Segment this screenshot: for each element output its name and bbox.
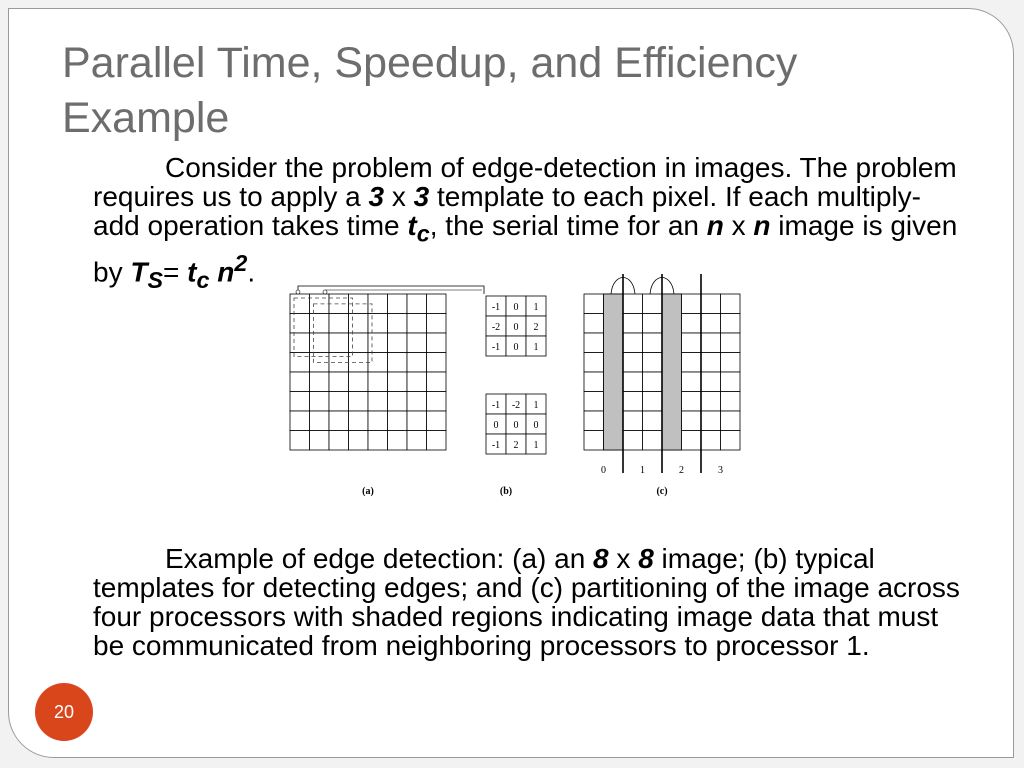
image-grid-cell [310, 431, 330, 451]
subscript-S: S [147, 266, 164, 293]
partition-grid-cell [721, 333, 741, 353]
partition-grid-cell [623, 353, 643, 373]
image-grid-cell [407, 372, 427, 392]
partition-grid-cell [682, 333, 702, 353]
partition-grid-cell [682, 314, 702, 334]
subscript-c: c [416, 220, 430, 247]
partition-grid-cell [584, 411, 604, 431]
partition-grid-cell [701, 372, 721, 392]
partition-grid-cell [682, 411, 702, 431]
image-grid-cell [427, 411, 447, 431]
partition-grid-cell [584, 431, 604, 451]
image-grid-cell [310, 314, 330, 334]
equals-sign: = [163, 255, 188, 287]
image-grid-cell [329, 431, 349, 451]
image-grid-cell [349, 411, 369, 431]
partition-grid-cell [701, 353, 721, 373]
image-grid-cell [407, 353, 427, 373]
shaded-column [662, 294, 682, 450]
image-grid-cell [427, 392, 447, 412]
template-2-value: 2 [513, 440, 519, 451]
template-1-value: 0 [513, 322, 519, 333]
panel-label: (c) [656, 486, 668, 497]
symbol-t: t [187, 255, 197, 287]
image-grid-cell [388, 372, 408, 392]
partition-label: 0 [601, 465, 606, 476]
image-grid-cell [349, 314, 369, 334]
image-grid-cell [407, 392, 427, 412]
image-grid-cell [427, 431, 447, 451]
partition-grid-cell [643, 431, 663, 451]
template-1-value: 2 [533, 322, 539, 333]
partition-grid-cell [721, 314, 741, 334]
partition-grid-cell [623, 431, 643, 451]
partition-grid-cell [584, 294, 604, 314]
partition-grid-cell [584, 392, 604, 412]
image-grid-cell [388, 294, 408, 314]
partition-grid-cell [643, 372, 663, 392]
image-grid-cell [407, 314, 427, 334]
times-sign: x [723, 210, 754, 241]
image-grid-cell [427, 353, 447, 373]
image-grid-cell [290, 353, 310, 373]
image-grid-cell [310, 411, 330, 431]
partition-grid-cell [623, 314, 643, 334]
partition-grid-cell [584, 314, 604, 334]
partition-grid-cell [584, 372, 604, 392]
template-1-value: 0 [513, 342, 519, 353]
period: . [247, 255, 256, 287]
template-1-value: -2 [491, 322, 501, 333]
image-grid-cell [427, 372, 447, 392]
image-grid-cell [349, 353, 369, 373]
image-grid-cell [427, 333, 447, 353]
template-2-value: -1 [491, 400, 501, 411]
partition-grid-cell [721, 411, 741, 431]
connector-marker [323, 290, 327, 294]
partition-grid-cell [623, 333, 643, 353]
partition-grid-cell [721, 431, 741, 451]
template-size: 3 [413, 181, 430, 212]
image-grid-cell [290, 431, 310, 451]
connector-line [325, 290, 482, 294]
template-2-value: 1 [533, 440, 539, 451]
template-1-value: 1 [533, 342, 539, 353]
subscript-c: c [196, 266, 210, 293]
image-grid-cell [388, 353, 408, 373]
image-grid-cell [388, 392, 408, 412]
image-grid-cell [290, 372, 310, 392]
panel-label: (a) [362, 486, 374, 497]
partition-grid-cell [721, 372, 741, 392]
template-size: 3 [368, 181, 385, 212]
intro-text: image is given by [93, 210, 958, 287]
symbol-T: T [130, 255, 148, 287]
image-size: 8 [593, 543, 609, 574]
template-1-value: -1 [491, 302, 501, 313]
partition-grid-cell [701, 333, 721, 353]
image-grid-cell [427, 314, 447, 334]
image-grid-cell [368, 353, 388, 373]
image-grid-cell [388, 333, 408, 353]
partition-grid-cell [682, 392, 702, 412]
image-grid-cell [388, 314, 408, 334]
template-1-value: 0 [513, 302, 519, 313]
image-grid-cell [349, 372, 369, 392]
partition-grid-cell [643, 411, 663, 431]
partition-grid-cell [701, 411, 721, 431]
partition-grid-cell [682, 372, 702, 392]
partition-grid-cell [584, 333, 604, 353]
image-grid-cell [310, 372, 330, 392]
partition-grid-cell [721, 392, 741, 412]
image-grid-cell [329, 314, 349, 334]
image-grid-cell [388, 411, 408, 431]
partition-grid-cell [682, 294, 702, 314]
image-grid-cell [290, 333, 310, 353]
times-sign: x [608, 543, 639, 574]
intro-text: , the serial time for an [429, 210, 707, 241]
image-grid-cell [329, 333, 349, 353]
image-grid-cell [407, 333, 427, 353]
partition-label: 2 [679, 465, 684, 476]
partition-grid-cell [682, 431, 702, 451]
image-grid-cell [407, 294, 427, 314]
partition-grid-cell [701, 314, 721, 334]
image-grid-cell [329, 392, 349, 412]
partition-grid-cell [643, 353, 663, 373]
template-1-value: 1 [533, 302, 539, 313]
partition-label: 3 [718, 465, 723, 476]
partition-grid-cell [623, 411, 643, 431]
partition-grid-cell [623, 372, 643, 392]
edge-detection-figure [280, 270, 760, 500]
template-2-value: 0 [513, 420, 519, 431]
image-grid-cell [368, 392, 388, 412]
image-grid-cell [329, 411, 349, 431]
partition-grid-cell [584, 353, 604, 373]
caption-text: image; (b) typical templates for detecting edges; and (c) partitioning of the image across four processors with shaded regions indicating image data that must be communicated from neighboring processors to processor 1. [93, 543, 960, 661]
template-2-value: 0 [493, 420, 499, 431]
image-grid-cell [290, 392, 310, 412]
partition-grid-cell [623, 294, 643, 314]
image-grid-cell [368, 411, 388, 431]
image-grid-cell [290, 314, 310, 334]
symbol-n: n [706, 210, 724, 241]
partition-grid-cell [682, 353, 702, 373]
times-sign: x [384, 181, 414, 212]
image-grid-cell [349, 392, 369, 412]
partition-grid-cell [701, 294, 721, 314]
image-grid-cell [388, 431, 408, 451]
figure-drawing [280, 270, 760, 500]
partition-grid-cell [643, 392, 663, 412]
symbol-t: t [407, 210, 417, 241]
page-number-badge: 20 [35, 683, 93, 741]
partition-grid-cell [701, 431, 721, 451]
partition-grid-cell [721, 353, 741, 373]
superscript-2: 2 [234, 249, 248, 276]
image-grid-cell [368, 431, 388, 451]
partition-grid-cell [643, 314, 663, 334]
partition-grid-cell [701, 392, 721, 412]
image-grid-cell [427, 294, 447, 314]
intro-text: Consider the problem of edge-detection in images. The problem requires us to apply a [93, 152, 957, 212]
partition-grid-cell [643, 333, 663, 353]
image-grid-cell [290, 294, 310, 314]
image-grid-cell [349, 333, 369, 353]
image-grid-cell [310, 333, 330, 353]
template-1-value: -1 [491, 342, 501, 353]
image-grid-cell [349, 431, 369, 451]
connector-marker [296, 290, 300, 294]
shaded-column [604, 294, 624, 450]
image-grid-cell [368, 314, 388, 334]
partition-grid-cell [643, 294, 663, 314]
partition-grid-cell [623, 392, 643, 412]
image-grid-cell [407, 411, 427, 431]
symbol-n: n [217, 255, 235, 287]
panel-label: (b) [499, 486, 513, 497]
template-2-value: 0 [533, 420, 539, 431]
image-grid-cell [290, 411, 310, 431]
partition-grid-cell [721, 294, 741, 314]
image-grid-cell [310, 294, 330, 314]
partition-label: 1 [640, 465, 645, 476]
symbol-n: n [753, 210, 771, 241]
image-grid-cell [368, 372, 388, 392]
image-grid-cell [329, 294, 349, 314]
intro-text: template to each pixel. If each multiply-add operation takes time [93, 181, 922, 241]
caption-paragraph [93, 544, 963, 660]
caption-text: Example of edge detection: (a) an [165, 543, 594, 574]
template-2-value: -2 [511, 400, 521, 411]
image-grid-cell [368, 333, 388, 353]
slide-title: Parallel Time, Speedup, and Efficiency Example [62, 39, 798, 142]
image-grid-cell [329, 372, 349, 392]
image-grid-cell [310, 392, 330, 412]
image-size: 8 [638, 543, 654, 574]
template-2-value: 1 [533, 400, 539, 411]
image-grid-cell [407, 431, 427, 451]
template-2-value: -1 [491, 440, 501, 451]
